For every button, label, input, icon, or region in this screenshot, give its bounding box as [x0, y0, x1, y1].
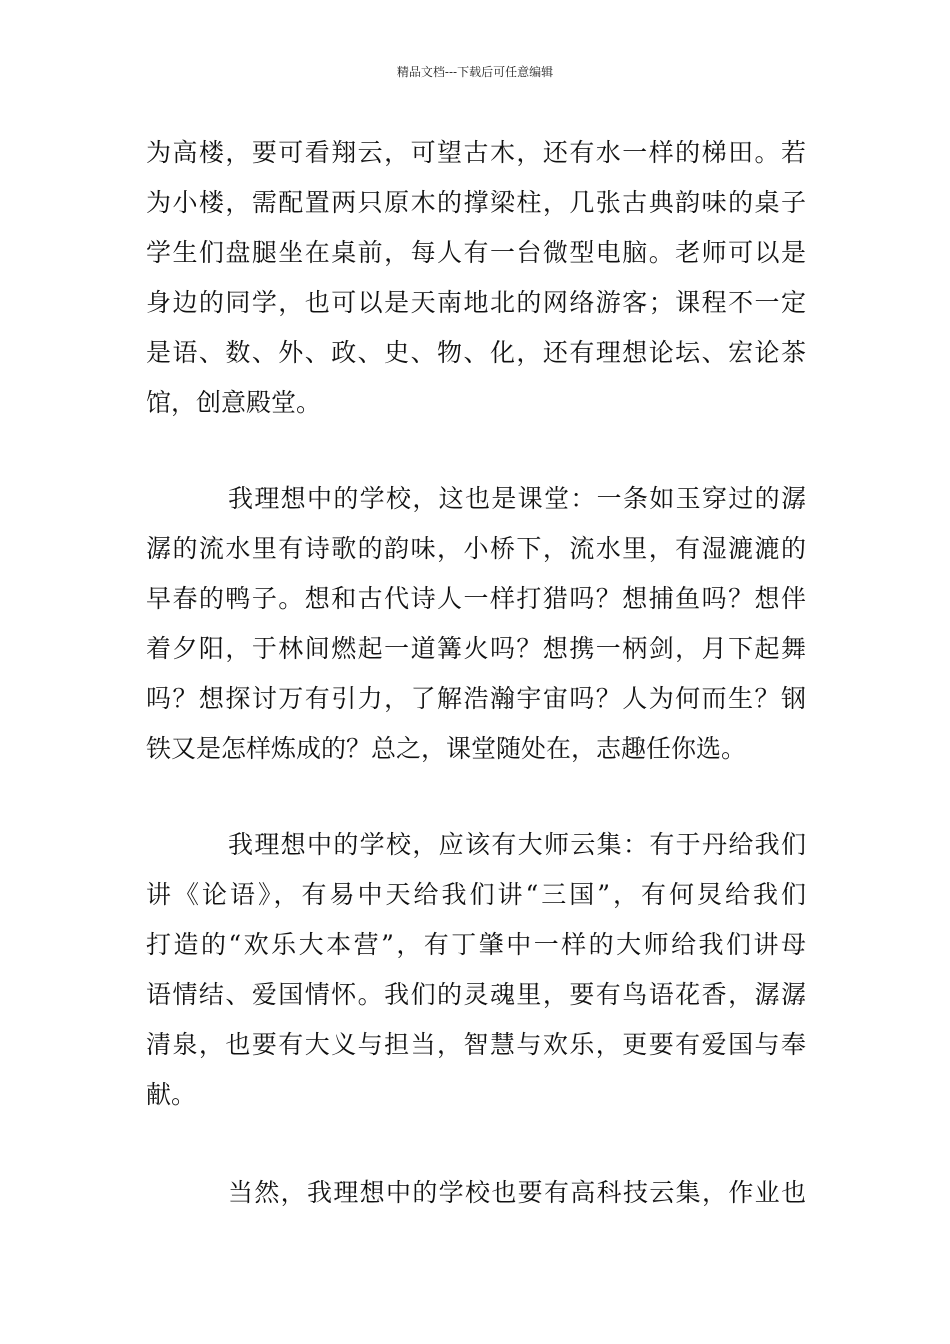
- paragraph-line: 潺的流水里有诗歌的韵味，小桥下，流水里，有湿漉漉的: [146, 534, 806, 563]
- paragraph-line: 当然，我理想中的学校也要有高科技云集，作业也: [228, 1178, 806, 1207]
- paragraph-line: 清泉，也要有大义与担当，智慧与欢乐，更要有爱国与奉: [146, 1030, 806, 1059]
- page-header: 精品文档---下载后可任意编辑: [396, 65, 554, 79]
- paragraph-line: 我理想中的学校，这也是课堂：一条如玉穿过的潺: [228, 484, 806, 513]
- paragraph-line: 讲《论语》，有易中天给我们讲“三国”，有何炅给我们: [146, 880, 806, 909]
- paragraph: [146, 128, 806, 428]
- paragraph-line: 语情结、爱国情怀。我们的灵魂里，要有鸟语花香，潺潺: [146, 980, 806, 1009]
- paragraph-line: 为小楼，需配置两只原木的撑梁柱，几张古典韵味的桌子: [146, 188, 806, 217]
- paragraph-line: 身边的同学，也可以是天南地北的网络游客；课程不一定: [146, 288, 806, 317]
- paragraph-line: 献。: [146, 1080, 197, 1109]
- paragraph: [146, 820, 806, 1120]
- paragraph-line: 我理想中的学校，应该有大师云集：有于丹给我们: [228, 830, 806, 859]
- paragraph-line: 学生们盘腿坐在桌前，每人有一台微型电脑。老师可以是: [146, 238, 806, 267]
- paragraph-line: 为高楼，要可看翔云，可望古木，还有水一样的梯田。若: [146, 138, 806, 167]
- paragraph-line: 着夕阳，于林间燃起一道篝火吗？想携一柄剑，月下起舞: [146, 634, 806, 663]
- paragraph-line: 早春的鸭子。想和古代诗人一样打猎吗？想捕鱼吗？想伴: [146, 584, 806, 613]
- paragraph-line: 打造的“欢乐大本营”，有丁肇中一样的大师给我们讲母: [146, 930, 806, 959]
- paragraph-line: 吗？想探讨万有引力，了解浩瀚宇宙吗？人为何而生？钢: [146, 684, 806, 713]
- paragraph-line: 铁又是怎样炼成的？总之，课堂随处在，志趣任你选。: [146, 734, 747, 763]
- paragraph: [146, 1168, 806, 1218]
- paragraph: [146, 474, 806, 774]
- paragraph-line: 是语、数、外、政、史、物、化，还有理想论坛、宏论茶: [146, 338, 806, 367]
- paragraph-line: 馆，创意殿堂。: [146, 388, 322, 417]
